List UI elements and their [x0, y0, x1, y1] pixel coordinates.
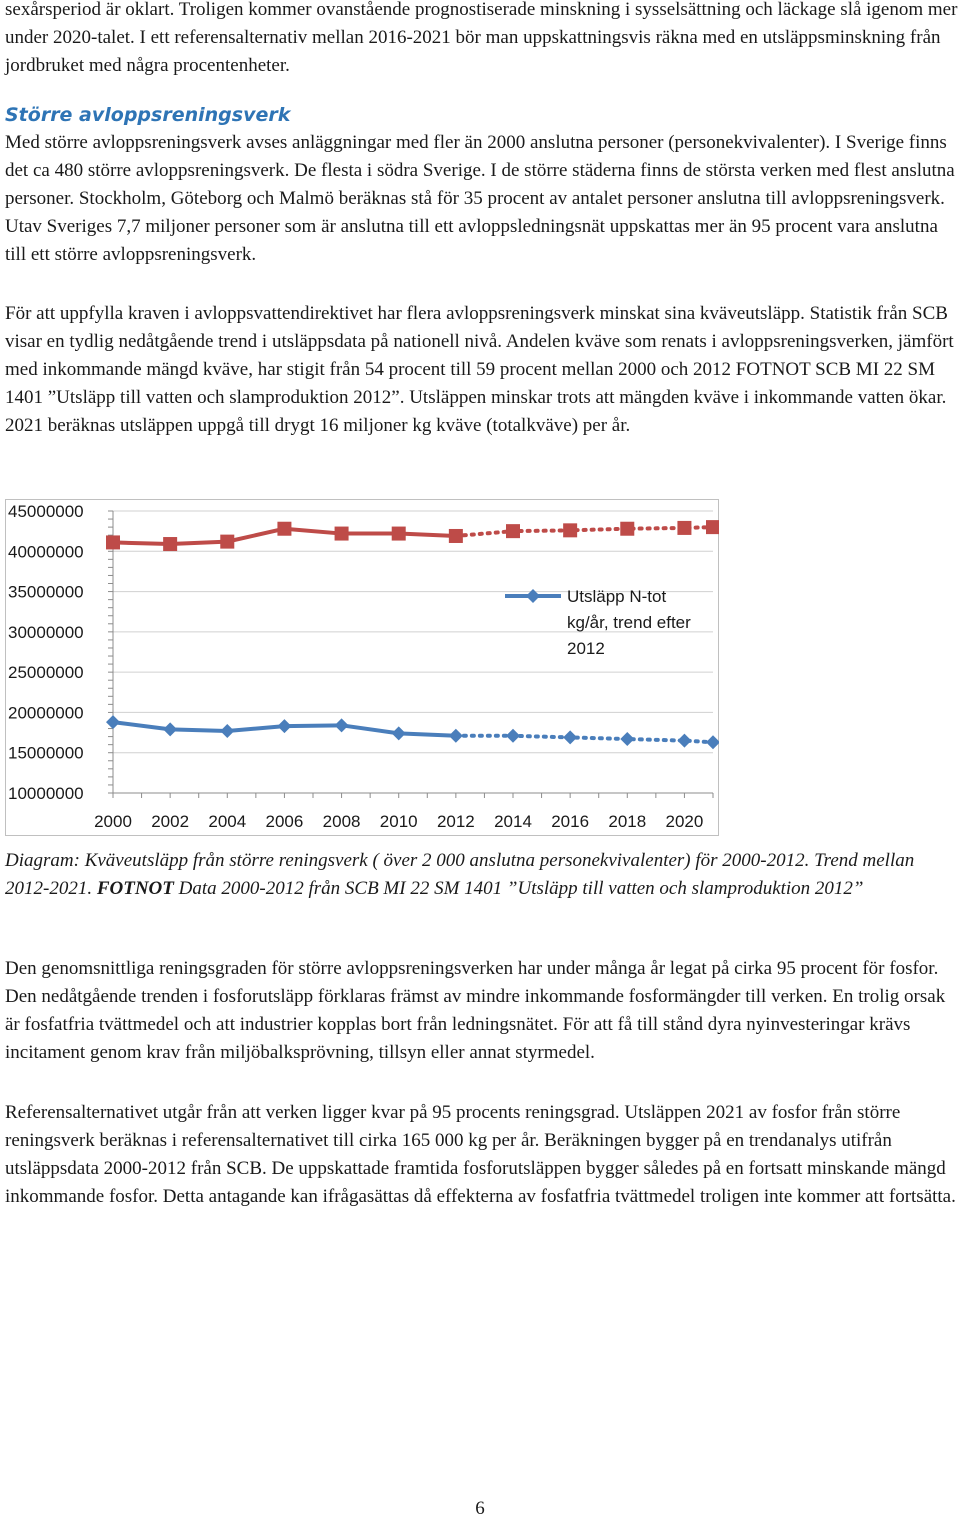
- y-tick-label: 40000000: [8, 542, 84, 562]
- x-tick-label: 2018: [608, 812, 647, 831]
- y-tick-label: 45000000: [8, 502, 84, 521]
- x-tick-label: 2020: [665, 812, 704, 831]
- section-heading: Större avloppsreningsverk: [5, 104, 291, 126]
- x-tick-label: 2016: [551, 812, 590, 831]
- caption-text-1: Diagram: Kväveutsläpp från större reningsverk ( över 2 000 anslutna personekvivalenter) för 2000-2012. Trend mellan 2012-2021.: [5, 850, 915, 899]
- data-point-square: [335, 527, 349, 541]
- x-tick-label: 2004: [208, 812, 247, 831]
- y-tick-label: 20000000: [8, 703, 84, 723]
- y-tick-label: 25000000: [8, 663, 84, 683]
- data-point-square: [620, 522, 634, 536]
- data-point-square: [220, 535, 234, 549]
- data-point-square: [563, 523, 577, 537]
- x-tick-label: 2006: [265, 812, 304, 831]
- x-tick-label: 2012: [436, 812, 475, 831]
- data-point-square: [392, 527, 406, 541]
- caption-footnote-marker: FOTNOT: [96, 878, 174, 899]
- x-tick-label: 2014: [494, 812, 532, 831]
- x-tick-label: 2010: [379, 812, 418, 831]
- data-point-square: [706, 520, 719, 534]
- caption-text-2: Data 2000-2012 från SCB MI 22 SM 1401 ”Utsläpp till vatten och slamproduktion 2012”: [173, 878, 864, 899]
- data-point-square: [677, 521, 691, 535]
- y-tick-label: 30000000: [8, 622, 84, 642]
- paragraph-reference-alternative: Referensalternativet utgår från att verken ligger kvar på 95 procents reningsgrad. Utsläppen 2021 av fosfor från större reningsverk beräknas i referensalternativet till cirka 165 000 kg per år. Beräkningen bygger på en trendanalys utifrån utsläppsdata 2000-2012 från SCB. De uppskattade framtida fosforutsläppen bygger således på en fortsatt minskande mängd inkommande fosfor. Detta antagande kan ifrågasättas då effekterna av fosfatfria tvättmedel troligen inte kommer att fortsätta.: [5, 1102, 956, 1207]
- legend-label: Utsläpp N-tot: [567, 587, 667, 606]
- nitrogen-emission-chart: [5, 499, 719, 836]
- chart-caption: [5, 847, 960, 903]
- x-tick-label: 2000: [94, 812, 132, 831]
- legend-label: 2012: [567, 639, 605, 658]
- data-point-square: [163, 537, 177, 551]
- y-tick-label: 10000000: [8, 784, 84, 803]
- legend-label: kg/år, trend efter: [567, 613, 691, 632]
- data-point-square: [449, 529, 463, 543]
- data-point-square: [506, 524, 520, 538]
- intro-paragraph: sexårsperiod är oklart. Troligen kommer ovanstående prognostiserade minskning i sysselsättning och läckage slå igenom mer under 2020-talet. I ett referensalternativ mellan 2016-2021 bör man uppskattningsvis räkna med en utsläppsminskning från jordbruket med några procentenheter.: [5, 0, 958, 76]
- y-tick-label: 15000000: [8, 743, 84, 763]
- data-point-square: [106, 535, 120, 549]
- chart-svg: [5, 499, 719, 836]
- paragraph-phosphorus: Den genomsnittliga reningsgraden för större avloppsreningsverken har under många år legat på cirka 95 procent för fosfor. Den nedåtgående trenden i fosforutsläpp förklaras främst av mindre inkommande fosformängder till verken. En trolig orsak är fosfatfria tvättmedel och att industrier kopplas bort från ledningsnätet. För att få till stånd dyra nyinvesteringar krävs incitament genom krav från miljöbalksprövning, tillsyn eller annat styrmedel.: [5, 958, 946, 1063]
- paragraph-nitrogen-emissions: För att uppfylla kraven i avloppsvattendirektivet har flera avloppsreningsverk minskat sina kväveutsläpp. Statistik från SCB visar en tydlig nedåtgående trend i utsläppsdata på nationell nivå. Andelen kväve som renats i avloppsreningsverken, jämfört med inkommande mängd kväve, har stigit från 54 procent till 59 procent mellan 2000 och 2012 FOTNOT SCB MI 22 SM 1401 ”Utsläpp till vatten och slamproduktion 2012”. Utsläppen minskar trots att mängden kväve i inkommande vatten ökar. 2021 beräknas utsläppen uppgå till drygt 16 miljoner kg kväve (totalkväve) per år.: [5, 303, 954, 436]
- x-tick-labels: [94, 812, 703, 831]
- page-number: 6: [475, 1498, 485, 1519]
- paragraph-wastewater-plants: Med större avloppsreningsverk avses anläggningar med fler än 2000 anslutna personer (personekvivalenter). I Sverige finns det ca 480 större avloppsreningsverk. De flesta i södra Sverige. I de större städerna finns de största verken med flest anslutna personer. Stockholm, Göteborg och Malmö beräknas stå för 35 procent av antalet personer anslutna till avloppsreningsverk. Utav Sveriges 7,7 miljoner personer som är anslutna till ett avloppsledningsnät uppskattas mer än 95 procent vara anslutna till ett större avloppsreningsverk.: [5, 132, 955, 265]
- x-tick-label: 2008: [322, 812, 361, 831]
- x-tick-label: 2002: [151, 812, 190, 831]
- data-point-square: [277, 522, 291, 536]
- y-tick-label: 35000000: [8, 582, 84, 602]
